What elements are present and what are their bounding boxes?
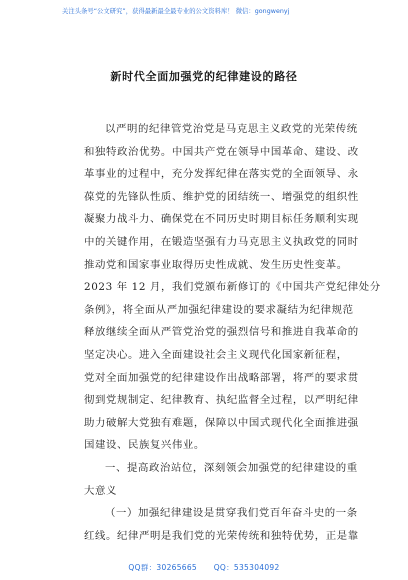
footer-contacts <box>0 562 408 573</box>
body-line: 释放继续全面从严管党治党的强烈信号和推进自我革命的 <box>84 326 359 339</box>
body-line: 革事业的过程中，充分发挥纪律在落实党的全面领导、永 <box>84 168 359 181</box>
footer-qq: QQ：535304092 <box>213 563 280 572</box>
body-line: 推动党和国家事业取得历史性成就、发生历史性变革。 <box>84 258 348 271</box>
document-body <box>84 118 381 547</box>
body-line: 和独特政治优势。中国共产党在领导中国革命、建设、改 <box>84 145 359 158</box>
body-line: 红线。纪律严明是我们党的光荣传统和独特优势，正是靠 <box>84 529 359 542</box>
body-line: 国建设、民族复兴伟业。 <box>84 439 205 452</box>
footer-qq-group: QQ群：30265665 <box>128 563 198 572</box>
section-heading: 一、提高政治站位，深刻领会加强党的纪律建设的重 <box>105 461 358 474</box>
body-line: 党对全面加强党的纪律建设作出战略部署，将严的要求贯 <box>84 371 359 384</box>
header-notice: 关注头条号“公文研究”，获得最新最全最专业的公文资料库！ 微信：gongwenyj <box>62 8 290 15</box>
body-line: 中的关键作用，在锻造坚强有力马克思主义执政党的同时 <box>84 235 359 248</box>
body-line: 以严明的纪律管党治党是马克思主义政党的光荣传统 <box>105 123 358 135</box>
body-line: 凝聚力战斗力、确保党在不同历史时期目标任务顺利实现 <box>84 213 359 226</box>
body-line: 助力破解大党独有难题，保障以中国式现代化全面推进强 <box>84 416 359 429</box>
body-line: 葆党的先锋队性质、维护党的团结统一、增强党的组织性 <box>84 190 359 203</box>
body-line: 坚定决心。进入全面建设社会主义现代化国家新征程， <box>84 348 348 361</box>
body-line: 彻到党规制定、纪律教育、执纪监督全过程，以严明纪律 <box>84 394 359 407</box>
section-heading-cont: 大意义 <box>84 484 117 497</box>
subsection-line: （一）加强纪律建设是贯穿我们党百年奋斗史的一条 <box>105 507 358 520</box>
body-line: 2023 年 12 月，我们党颁布新修订的《中国共产党纪律处分 <box>84 281 381 294</box>
document-title: 新时代全面加强党的纪律建设的路径 <box>110 70 298 83</box>
body-line: 条例》，将全面从严加强纪律建设的要求凝结为纪律规范 <box>84 303 354 316</box>
